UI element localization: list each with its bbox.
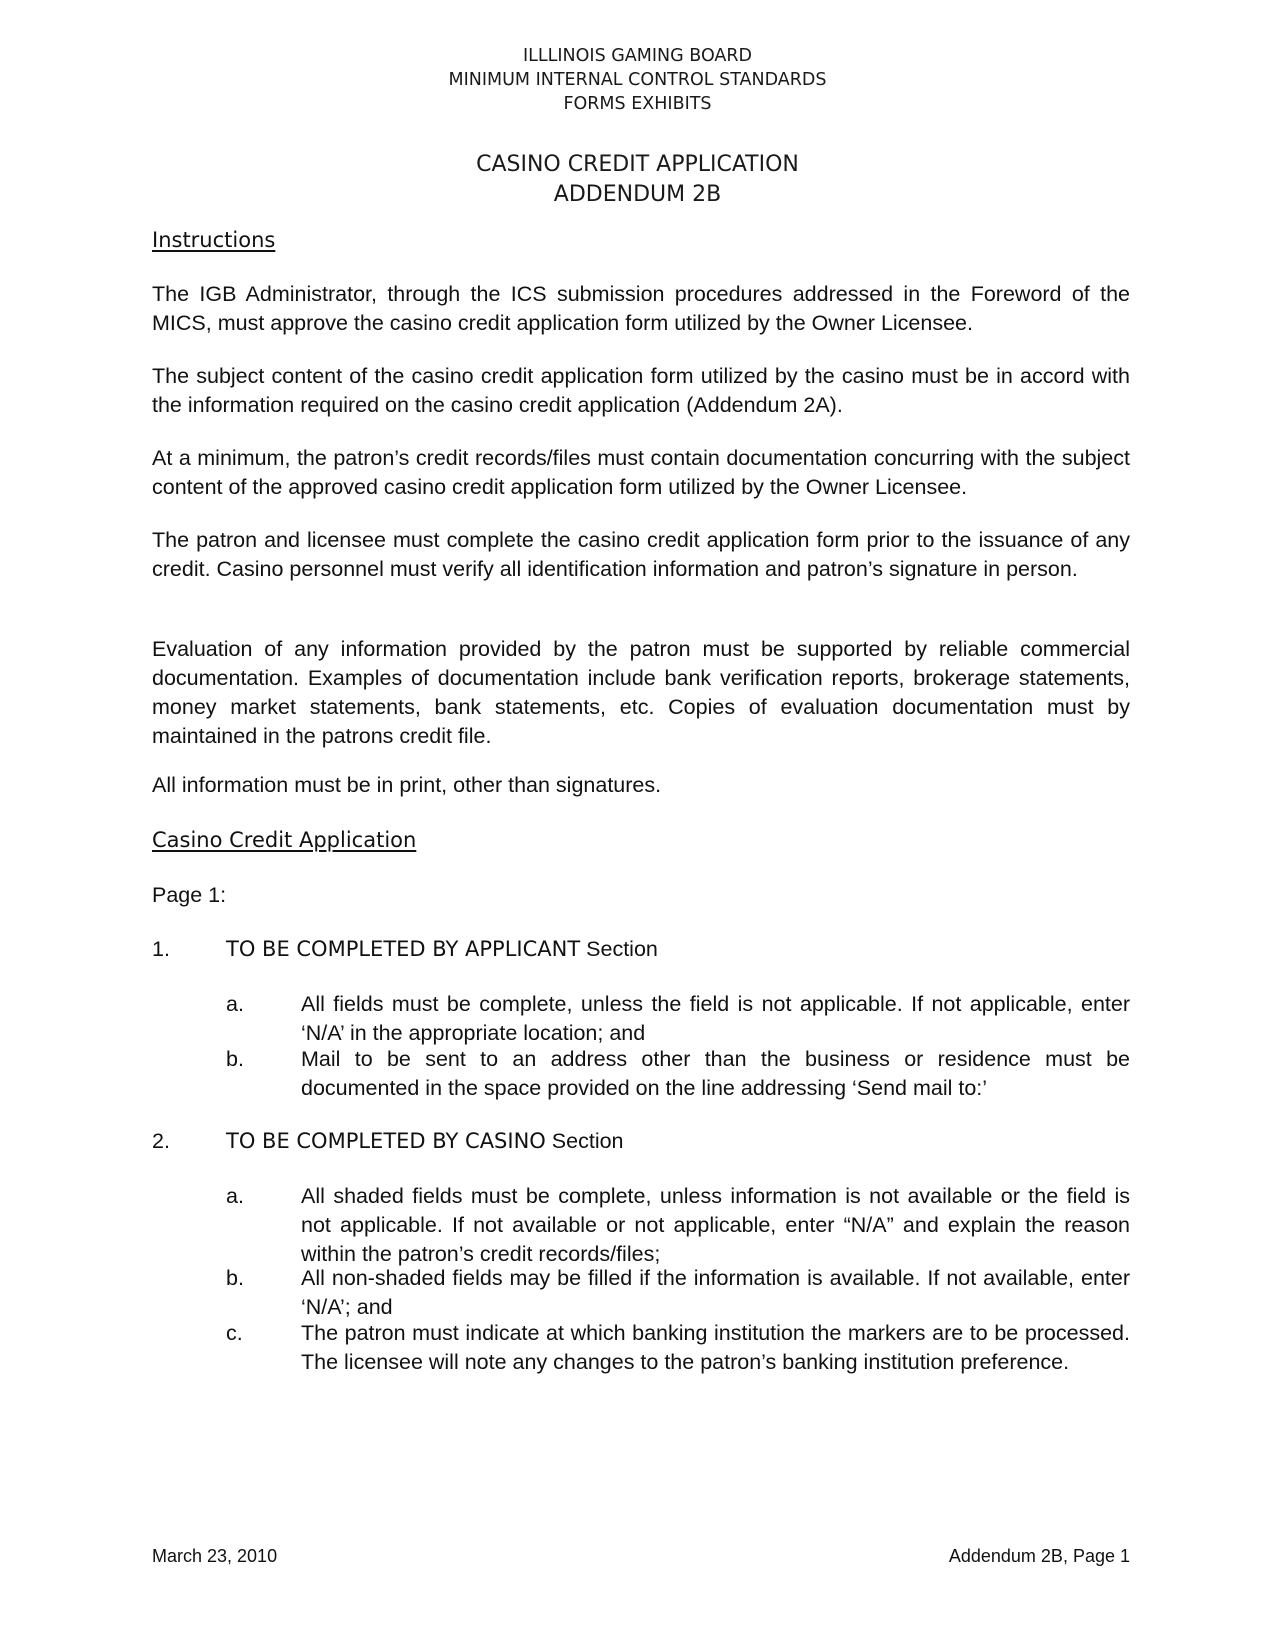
instructions-heading: Instructions <box>152 228 276 252</box>
instructions-paragraph: The subject content of the casino credit application form utilized by the casino must be in accord with the information required on the casino credit application (Addendum 2A). <box>152 364 1130 417</box>
section-title-suffix: Section <box>580 937 658 961</box>
section-title <box>226 1127 624 1156</box>
item-text: Mail to be sent to an address other than the business or residence must be documented in the space provided on the line addressing ‘Send mail to:’ <box>301 1047 1130 1100</box>
item-letter: c. <box>226 1321 243 1345</box>
instructions-paragraph: Evaluation of any information provided by the patron must be supported by reliable commercial documentation. Examples of documentation include bank verification reports, brokerage statements, money market statements, bank statements, etc. Copies of evaluation documentation must by maintained in the patrons credit file. <box>152 637 1130 748</box>
title-form-name: CASINO CREDIT APPLICATION <box>476 152 799 177</box>
item-text: All non-shaded fields may be filled if the information is available. If not available, enter ‘N/A’; and <box>301 1266 1130 1319</box>
section-title-caps: TO BE COMPLETED BY CASINO <box>226 1129 546 1153</box>
section-title <box>226 935 658 964</box>
instructions-paragraph: The patron and licensee must complete the casino credit application form prior to the issuance of any credit. Casino personnel must verify all identification information and patron’s signature in person. <box>152 528 1130 581</box>
footer-page-number: Addendum 2B, Page 1 <box>948 1546 1130 1566</box>
item-letter: b. <box>226 1266 244 1290</box>
section-number: 1. <box>152 937 170 961</box>
header-agency: ILLLINOIS GAMING BOARD <box>522 46 753 66</box>
instructions-paragraph: All information must be in print, other than signatures. <box>152 773 662 797</box>
section-number: 2. <box>152 1129 170 1153</box>
application-heading: Casino Credit Application <box>152 828 417 852</box>
footer-date: March 23, 2010 <box>152 1546 278 1566</box>
instructions-paragraph: At a minimum, the patron’s credit records/files must contain documentation concurring with the subject content of the approved casino credit application form utilized by the Owner Licensee. <box>152 446 1130 499</box>
title-addendum: ADDENDUM 2B <box>553 182 722 207</box>
section-title-suffix: Section <box>545 1129 624 1153</box>
header-standards: MINIMUM INTERNAL CONTROL STANDARDS <box>448 70 827 90</box>
application-page-label: Page 1: <box>152 883 227 907</box>
item-letter: a. <box>226 992 244 1016</box>
document-title <box>0 150 1275 210</box>
instructions-paragraph: The IGB Administrator, through the ICS submission procedures addressed in the Foreword of the MICS, must approve the casino credit application form utilized by the Owner Licensee. <box>152 282 1130 335</box>
document-header <box>0 44 1275 116</box>
section-title-caps: TO BE COMPLETED BY APPLICANT <box>226 937 581 961</box>
item-text: The patron must indicate at which banking institution the markers are to be processed. The licensee will note any changes to the patron’s banking institution preference. <box>301 1321 1130 1374</box>
item-text: All shaded fields must be complete, unless information is not available or the field is not applicable. If not available or not applicable, enter “N/A” and explain the reason within the patron’s credit records/files; <box>301 1184 1130 1266</box>
item-letter: b. <box>226 1047 244 1071</box>
item-letter: a. <box>226 1184 244 1208</box>
header-exhibits: FORMS EXHIBITS <box>563 94 712 114</box>
item-text: All fields must be complete, unless the field is not applicable. If not applicable, enter ‘N/A’ in the appropriate location; and <box>301 992 1130 1045</box>
